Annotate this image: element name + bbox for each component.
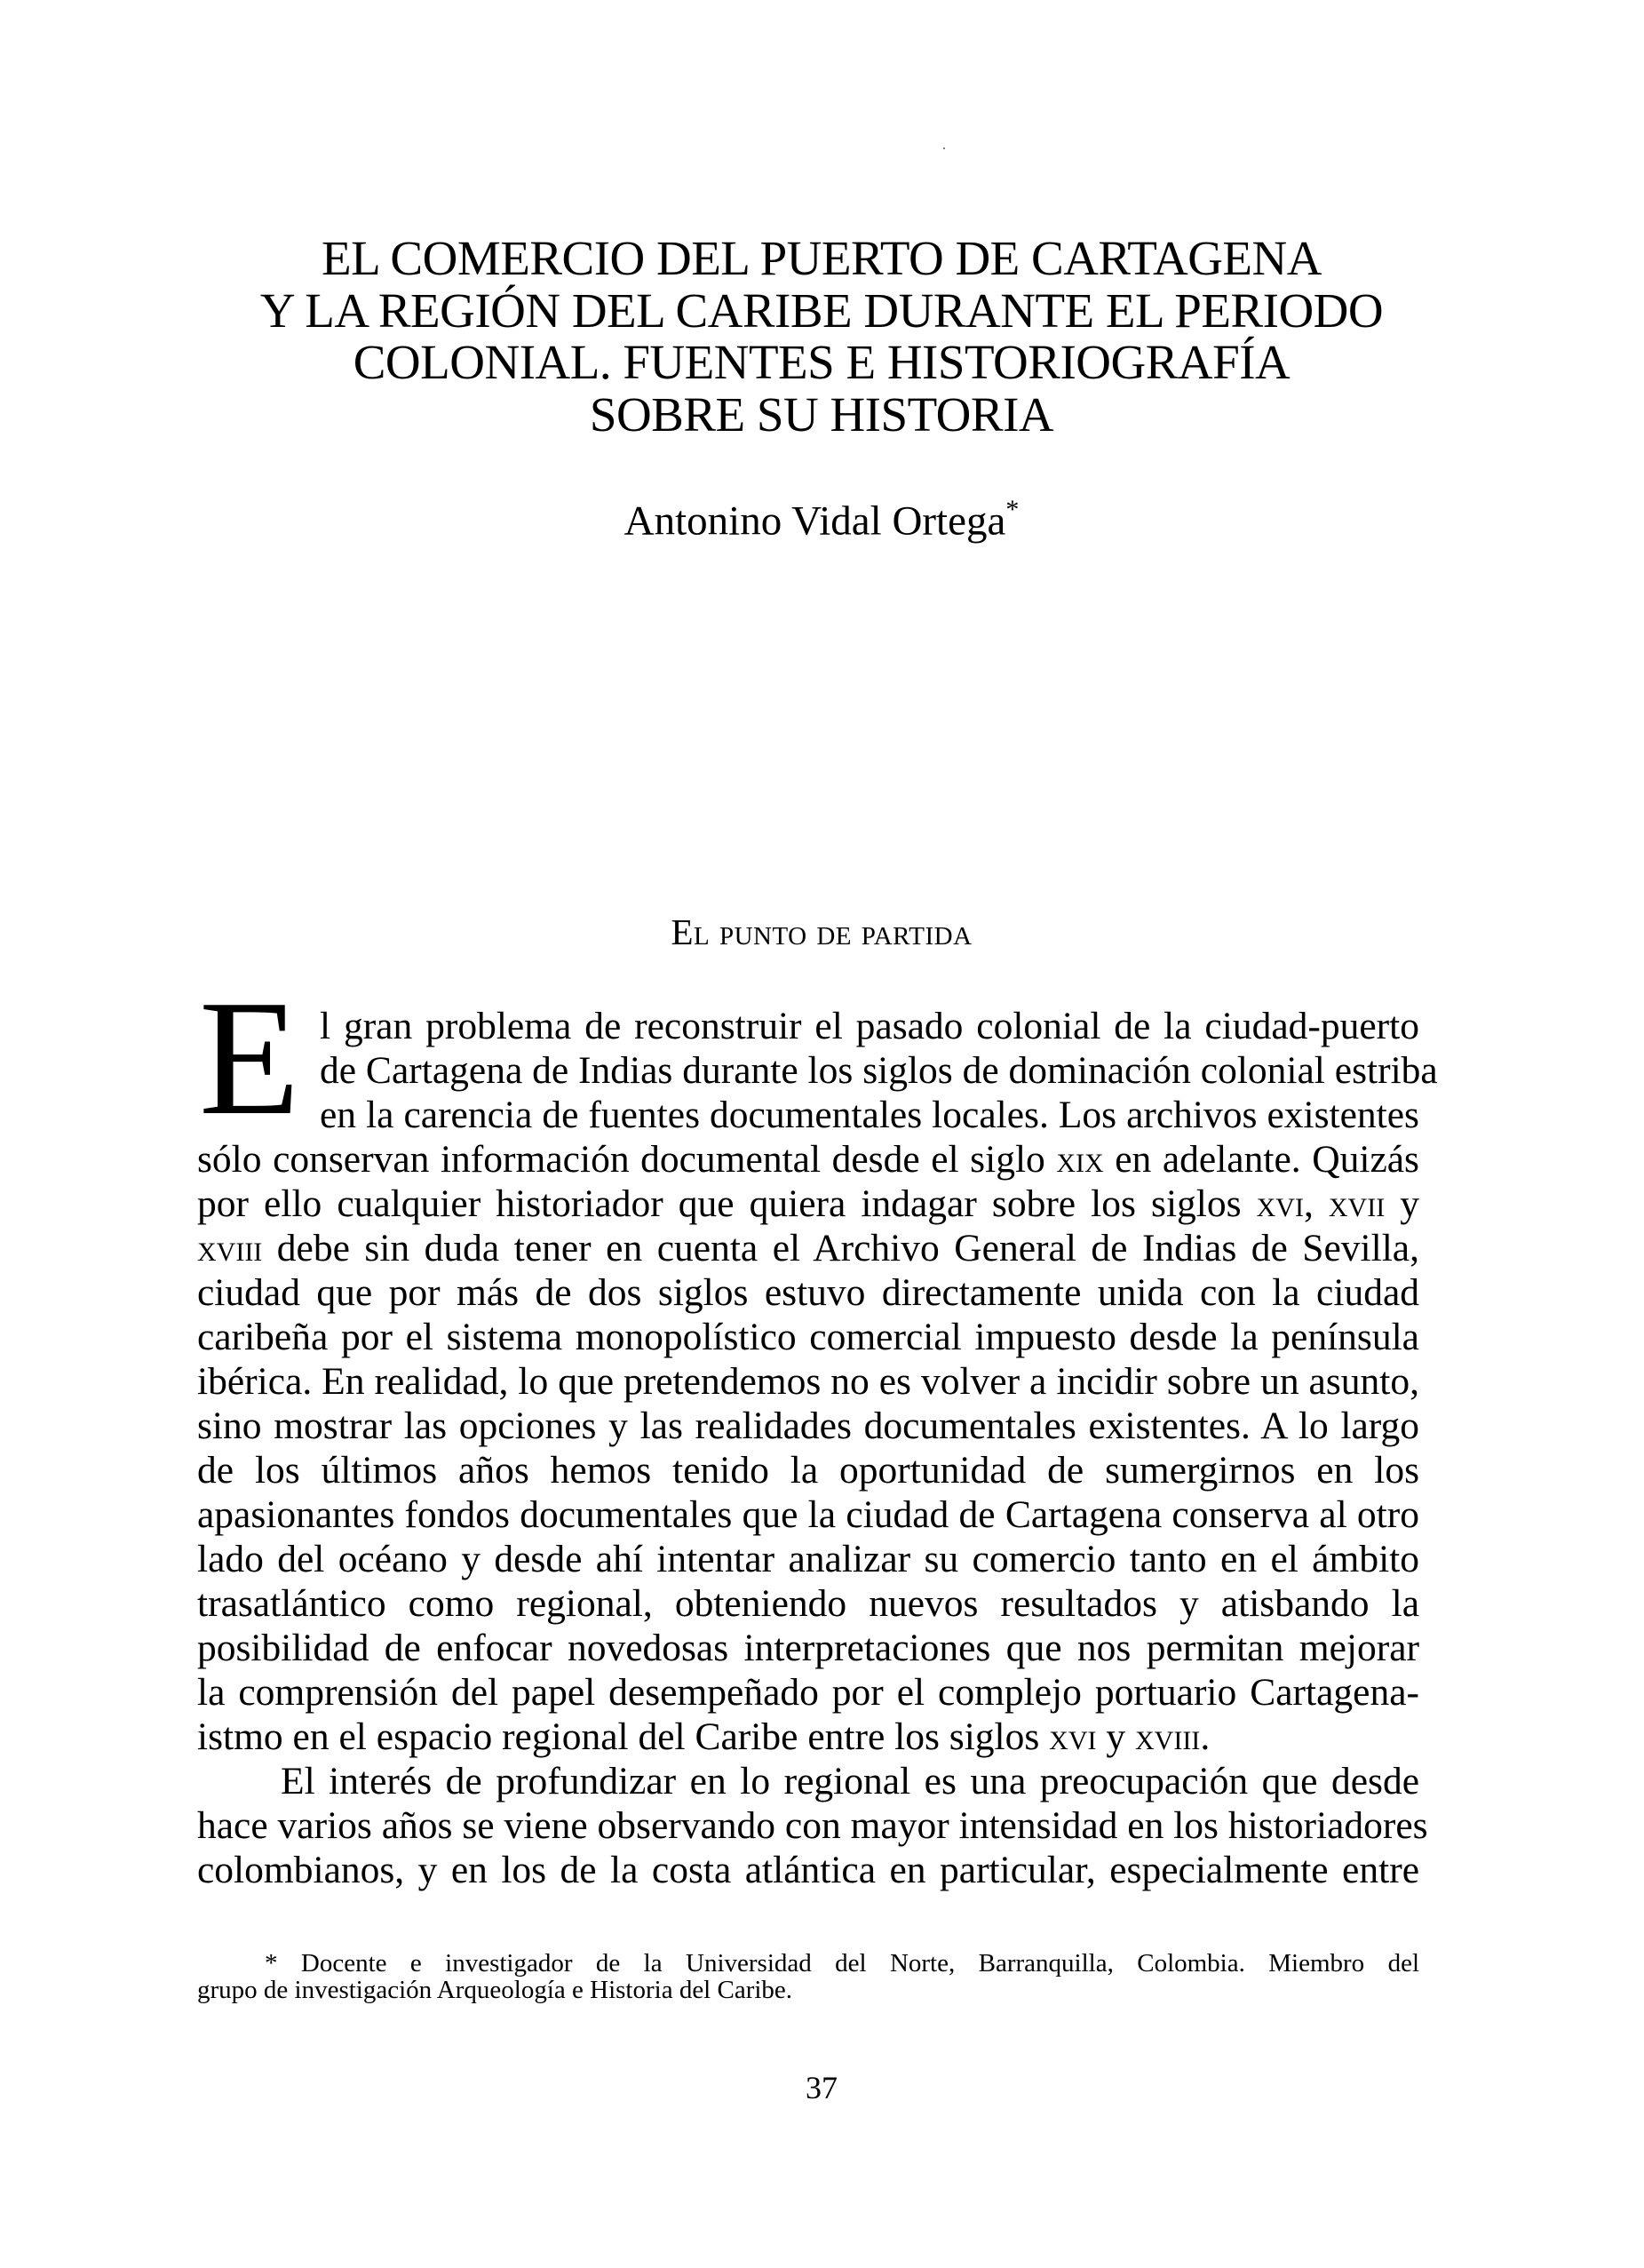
article-title [178,233,1465,441]
body-text-segment: ciudad que por más de dos siglos estuvo directamente unida con la ciudad [197,1271,1419,1314]
body-text-segment: debe sin duda tener en cuenta el Archivo General de Indias de Sevilla, [262,1227,1419,1269]
drop-cap: E [199,967,300,1150]
body-text-segment: y [1385,1182,1420,1225]
body-line [197,1270,1419,1315]
body-line [197,1404,1419,1448]
body-text-segment: , [1303,1182,1329,1225]
body-text-segment: sino mostrar las opciones y las realidades documentales existentes. A lo largo [197,1405,1419,1447]
body-line [197,1448,1419,1492]
footnote-line: grupo de investigación Arqueología e Historia del Caribe. [197,1976,793,2004]
body-text-segment: en adelante. Quizás [1103,1138,1419,1181]
roman-numeral: xvii [1328,1183,1386,1225]
body-text-segment: en la carencia de fuentes documentales locales. Los archivos existentes [320,1094,1419,1136]
body-text-segment: l gran problema de reconstruir el pasado colonial de la ciudad-puerto [320,1005,1419,1047]
body-text-segment: istmo en el espacio regional del Caribe entre los siglos [197,1715,1050,1758]
body-line [197,1581,1419,1626]
body-text-segment: caribeña por el sistema monopolístico comercial impuesto desde la península [197,1316,1419,1358]
title-line: COLONIAL. FUENTES E HISTORIOGRAFÍA [353,335,1291,389]
body-line [320,1093,1419,1137]
author-byline [178,485,1465,548]
body-line [197,1670,1419,1715]
body-text-segment: hace varios años se viene observando con mayor intensidad en los historiadores [197,1804,1428,1847]
page-number: 37 [806,2070,838,2105]
body-text-segment: sólo conservan información documental desde el siglo [197,1138,1057,1181]
body-line [197,1359,1419,1404]
body-text-segment: y [1096,1715,1135,1758]
body-line [197,1626,1419,1670]
footnote-line: * Docente e investigador de la Universidad del Norte, Barranquilla, Colombia. Miembro del [265,1949,1419,1978]
body-text-segment: de Cartagena de Indias durante los siglos de dominación colonial estriba [320,1049,1438,1092]
section-heading: El punto de partida [671,911,973,952]
title-line: SOBRE SU HISTORIA [589,386,1054,442]
body-text-segment: apasionantes fondos documentales que la ciudad de Cartagena conserva al otro [197,1493,1419,1536]
body-text-segment: . [1200,1715,1211,1758]
roman-numeral: xvi [1256,1183,1304,1225]
body-line [197,1715,1419,1759]
roman-numeral: xix [1056,1139,1104,1181]
title-line: EL COMERCIO DEL PUERTO DE CARTAGENA [322,231,1322,285]
body-text-segment: de los últimos años hemos tenido la oportunidad de sumergirnos en los [197,1449,1419,1492]
author-footnote-mark: * [1005,495,1020,524]
body-text-segment: lado del océano y desde ahí intentar analizar su comercio tanto en el ámbito [197,1538,1419,1580]
body-text-segment: por ello cualquier historiador que quiera indagar sobre los siglos [197,1182,1257,1225]
body-line [197,1492,1419,1537]
body-line [197,1848,1419,1892]
body-text-segment: posibilidad de enfocar novedosas interpretaciones que nos permitan mejorar [197,1627,1419,1669]
scan-speck [943,147,945,149]
title-line: Y LA REGIÓN DEL CARIBE DURANTE EL PERIODO [259,283,1384,338]
body-line [320,1004,1419,1048]
roman-numeral: xvi [1049,1716,1097,1758]
body-text-segment: trasatlántico como regional, obteniendo nuevos resultados y atisbando la [197,1582,1419,1625]
body-text-segment: ibérica. En realidad, lo que pretendemos no es volver a incidir sobre un asunto, [197,1360,1419,1403]
body-line [197,1537,1419,1581]
author-name: Antonino Vidal Ortega [623,497,1006,545]
body-text-segment: El interés de profundizar en lo regional es una preocupación que desde [281,1760,1419,1802]
roman-numeral: xviii [1135,1716,1201,1758]
body-text-segment: la comprensión del papel desempeñado por el complejo portuario Cartagena- [197,1671,1419,1714]
body-line [197,1226,1419,1270]
body-text-segment: colombianos, y en los de la costa atlántica en particular, especialmente entre [197,1849,1419,1891]
roman-numeral: xviii [197,1228,263,1269]
body-line [197,1803,1428,1848]
body-line [197,1182,1419,1226]
body-line [281,1759,1419,1803]
body-line [320,1048,1438,1093]
body-line [197,1137,1419,1182]
body-line [197,1315,1419,1359]
